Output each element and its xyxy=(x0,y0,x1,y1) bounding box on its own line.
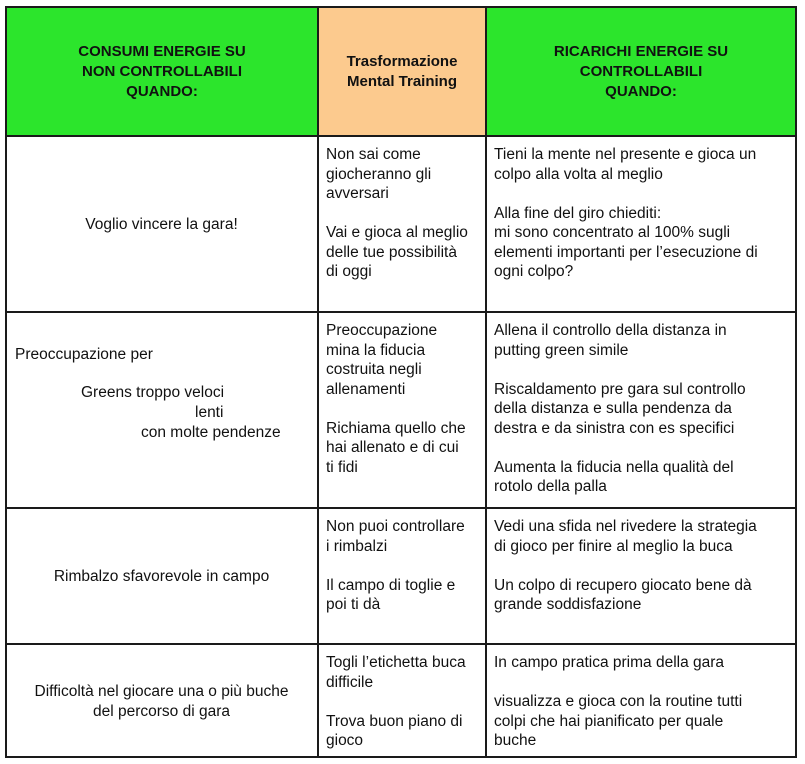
row-3-recharge-line: Vedi una sfida nel rivedere la strategia xyxy=(494,518,757,535)
row-1-transformation-line: di oggi xyxy=(326,263,372,280)
row-1-recharge-line: elementi importanti per l’esecuzione di xyxy=(494,243,758,261)
row-3-recharge-line: grande soddisfazione xyxy=(494,596,642,613)
row-4-recharge-line: colpi che hai pianificato per quale xyxy=(494,712,724,730)
row-2-transformation xyxy=(319,313,487,509)
row-2-transformation-line: ti fidi xyxy=(326,458,358,476)
header-transformation-line-2: Mental Training xyxy=(346,72,457,90)
row-4-recharge-gap xyxy=(494,673,787,693)
row-2-recharge-line: Allena il controllo della distanza in xyxy=(494,322,727,339)
row-2-transformation-line: hai allenato e di cui xyxy=(326,439,459,456)
row-2-situation-line: lenti xyxy=(195,404,224,421)
row-2-transformation-line: costruita negli xyxy=(326,361,422,378)
row-4-situation-line: del percorso di gara xyxy=(92,702,230,720)
row-4-transformation xyxy=(319,645,487,756)
row-4-recharge xyxy=(487,645,795,756)
row-4-situation xyxy=(7,645,319,756)
header-transformation-line-1: Trasformazione xyxy=(346,52,458,70)
row-3-situation-text: Rimbalzo sfavorevole in campo xyxy=(53,568,270,586)
header-uncontrollable xyxy=(7,8,319,137)
row-3-transformation-line: i rimbalzi xyxy=(326,537,388,555)
row-2-recharge-line: destra e da sinistra con es specifici xyxy=(494,419,735,437)
row-1-recharge-line: Tieni la mente nel presente e gioca un xyxy=(494,146,757,163)
mental-training-table xyxy=(5,6,797,758)
row-1-transformation-line: Vai e gioca al meglio xyxy=(326,224,468,241)
header-controllable-line-2: CONTROLLABILI xyxy=(579,62,703,80)
row-4-transformation-line: difficile xyxy=(326,673,374,691)
row-4-recharge-line: In campo pratica prima della gara xyxy=(494,654,725,671)
row-1-recharge-line: mi sono concentrato al 100% sugli xyxy=(494,224,731,241)
row-1-transformation-gap xyxy=(326,204,477,224)
row-2-situation-line: Preoccupazione per xyxy=(15,346,153,363)
row-1-recharge-line: ogni colpo? xyxy=(494,263,574,280)
row-4-transformation-line: Togli l’etichetta buca xyxy=(326,654,466,671)
row-3-recharge-line: Un colpo di recupero giocato bene dà xyxy=(494,576,752,594)
row-1-transformation xyxy=(319,137,487,313)
row-3-transformation-line: Non puoi controllare xyxy=(326,518,465,535)
row-4-transformation-gap xyxy=(326,692,477,712)
row-1-situation-text: Voglio vincere la gara! xyxy=(85,216,238,234)
row-2-transformation-line: Richiama quello che xyxy=(326,419,466,437)
row-2-transformation-line: mina la fiducia xyxy=(326,341,426,359)
row-2-situation-line: con molte pendenze xyxy=(141,424,281,441)
row-2-recharge-line: Riscaldamento pre gara sul controllo xyxy=(494,380,746,398)
row-3-recharge-gap xyxy=(494,556,787,576)
row-1-transformation-line: delle tue possibilità xyxy=(326,243,457,261)
row-1-transformation-line: Non sai come xyxy=(326,146,421,163)
row-3-transformation-line: Il campo di toglie e xyxy=(326,576,456,594)
row-2-transformation-gap xyxy=(326,399,477,419)
header-uncontrollable-line-1: CONSUMI ENERGIE SU xyxy=(78,42,246,60)
row-1-transformation-line: avversari xyxy=(326,185,389,202)
row-2-situation-line: Greens troppo veloci xyxy=(81,384,225,401)
row-1-recharge-line: Alla fine del giro chiediti: xyxy=(494,204,662,222)
row-1-transformation-line: giocheranno gli xyxy=(326,165,432,183)
header-transformation xyxy=(319,8,487,137)
row-1-recharge-line: colpo alla volta al meglio xyxy=(494,165,663,183)
row-2-transformation-line: allenamenti xyxy=(326,380,406,398)
header-uncontrollable-line-2: NON CONTROLLABILI xyxy=(82,62,242,80)
row-3-recharge xyxy=(487,509,795,645)
row-1-recharge xyxy=(487,137,795,313)
row-1-situation xyxy=(7,137,319,313)
row-2-recharge-line: putting green simile xyxy=(494,341,629,359)
header-uncontrollable-line-3: QUANDO: xyxy=(126,82,198,100)
row-2-situation xyxy=(7,313,319,509)
row-2-recharge-line: rotolo della palla xyxy=(494,478,607,495)
row-2-recharge-line: della distanza e sulla pendenza da xyxy=(494,400,732,417)
header-controllable-line-3: QUANDO: xyxy=(605,82,677,100)
header-controllable xyxy=(487,8,795,137)
row-4-situation-line: Difficoltà nel giocare una o più buche xyxy=(34,683,289,700)
row-2-transformation-line: Preoccupazione xyxy=(326,322,438,339)
header-controllable-line-1: RICARICHI ENERGIE SU xyxy=(553,42,729,60)
row-2-recharge-line: Aumenta la fiducia nella qualità del xyxy=(494,458,734,476)
row-4-transformation-line: gioco xyxy=(326,732,364,749)
row-4-recharge-line: buche xyxy=(494,732,537,749)
row-2-recharge xyxy=(487,313,795,509)
row-3-transformation-gap xyxy=(326,556,477,576)
row-2-recharge-gap xyxy=(494,438,787,458)
row-4-recharge-line: visualizza e gioca con la routine tutti xyxy=(494,693,743,710)
row-3-transformation xyxy=(319,509,487,645)
row-4-transformation-line: Trova buon piano di xyxy=(326,712,463,730)
row-3-transformation-line: poi ti dà xyxy=(326,596,381,613)
row-2-recharge-gap xyxy=(494,360,787,380)
row-3-recharge-line: di gioco per finire al meglio la buca xyxy=(494,537,733,555)
row-1-recharge-gap xyxy=(494,184,787,204)
row-3-situation xyxy=(7,509,319,645)
